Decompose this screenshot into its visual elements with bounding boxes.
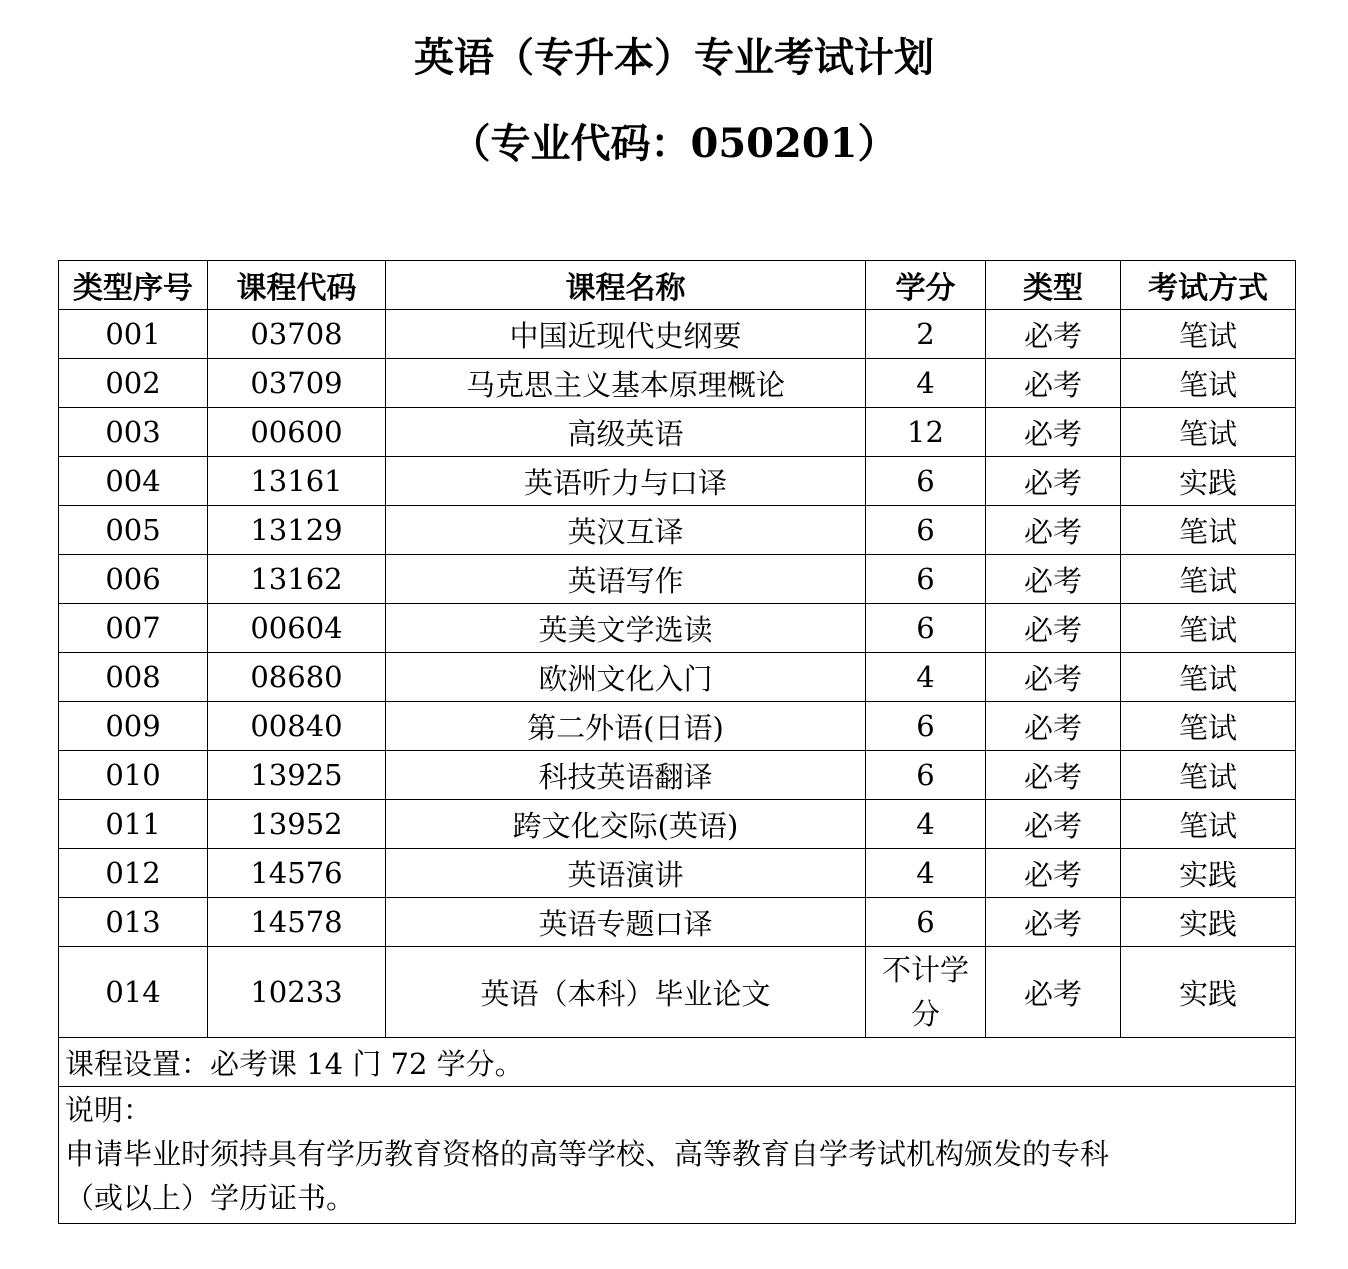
cell-type: 必考 — [986, 898, 1121, 947]
cell-type: 必考 — [986, 702, 1121, 751]
cell-type: 必考 — [986, 751, 1121, 800]
table-row — [59, 947, 1296, 1038]
cell-name: 英语专题口译 — [386, 898, 866, 947]
cell-seq: 011 — [59, 800, 208, 849]
table-row — [59, 408, 1296, 457]
cell-exam: 笔试 — [1121, 800, 1296, 849]
cell-seq: 012 — [59, 849, 208, 898]
cell-code: 00600 — [208, 408, 386, 457]
header-type: 类型 — [986, 261, 1121, 310]
cell-seq: 009 — [59, 702, 208, 751]
cell-code: 10233 — [208, 947, 386, 1038]
cell-name: 科技英语翻译 — [386, 751, 866, 800]
cell-exam: 笔试 — [1121, 604, 1296, 653]
cell-seq: 007 — [59, 604, 208, 653]
cell-credits: 6 — [866, 702, 986, 751]
cell-exam: 实践 — [1121, 947, 1296, 1038]
cell-code: 13161 — [208, 457, 386, 506]
cell-credits: 6 — [866, 898, 986, 947]
notes-line-2: （或以上）学历证书。 — [65, 1181, 356, 1215]
cell-credits: 不计学分 — [866, 947, 986, 1038]
cell-name: 高级英语 — [386, 408, 866, 457]
cell-code: 13129 — [208, 506, 386, 555]
cell-name: 英语演讲 — [386, 849, 866, 898]
header-exam: 考试方式 — [1121, 261, 1296, 310]
cell-type: 必考 — [986, 310, 1121, 359]
cell-credits: 6 — [866, 506, 986, 555]
table-header-row — [59, 261, 1296, 310]
notes-row — [59, 1087, 1296, 1224]
exam-plan-table — [58, 260, 1296, 1224]
cell-type: 必考 — [986, 506, 1121, 555]
cell-seq: 001 — [59, 310, 208, 359]
notes-label: 说明： — [65, 1093, 153, 1127]
cell-credits: 12 — [866, 408, 986, 457]
cell-seq: 008 — [59, 653, 208, 702]
cell-credits: 6 — [866, 457, 986, 506]
cell-credits: 6 — [866, 555, 986, 604]
cell-code: 00604 — [208, 604, 386, 653]
cell-exam: 笔试 — [1121, 359, 1296, 408]
cell-exam: 实践 — [1121, 849, 1296, 898]
table-row — [59, 702, 1296, 751]
table-row — [59, 457, 1296, 506]
cell-exam: 笔试 — [1121, 702, 1296, 751]
page-title: 英语（专升本）专业考试计划 — [414, 34, 934, 81]
major-code-subtitle: （专业代码：050201） — [450, 120, 898, 167]
course-setting-summary: 课程设置：必考课 14 门 72 学分。 — [59, 1038, 1296, 1087]
cell-code: 14578 — [208, 898, 386, 947]
cell-name: 第二外语(日语) — [386, 702, 866, 751]
table-row — [59, 604, 1296, 653]
cell-name: 欧洲文化入门 — [386, 653, 866, 702]
table-row — [59, 555, 1296, 604]
cell-type: 必考 — [986, 359, 1121, 408]
notes-cell — [59, 1087, 1296, 1224]
cell-credits: 6 — [866, 751, 986, 800]
table-row — [59, 800, 1296, 849]
cell-code: 13952 — [208, 800, 386, 849]
cell-seq: 006 — [59, 555, 208, 604]
course-setting-row — [59, 1038, 1296, 1087]
cell-seq: 004 — [59, 457, 208, 506]
cell-exam: 笔试 — [1121, 310, 1296, 359]
cell-code: 13925 — [208, 751, 386, 800]
table-row — [59, 653, 1296, 702]
cell-credits: 4 — [866, 849, 986, 898]
cell-seq: 013 — [59, 898, 208, 947]
notes-line-1: 申请毕业时须持具有学历教育资格的高等学校、高等教育自学考试机构颁发的专科 — [65, 1137, 1110, 1171]
cell-code: 03708 — [208, 310, 386, 359]
cell-code: 03709 — [208, 359, 386, 408]
header-seq: 类型序号 — [59, 261, 208, 310]
cell-type: 必考 — [986, 408, 1121, 457]
cell-exam: 实践 — [1121, 457, 1296, 506]
cell-type: 必考 — [986, 849, 1121, 898]
cell-credits: 4 — [866, 800, 986, 849]
cell-credits: 4 — [866, 359, 986, 408]
header-credits: 学分 — [866, 261, 986, 310]
cell-exam: 笔试 — [1121, 506, 1296, 555]
cell-name: 中国近现代史纲要 — [386, 310, 866, 359]
cell-exam: 笔试 — [1121, 555, 1296, 604]
cell-exam: 笔试 — [1121, 408, 1296, 457]
table-row — [59, 751, 1296, 800]
cell-name: 跨文化交际(英语) — [386, 800, 866, 849]
table-row — [59, 310, 1296, 359]
cell-seq: 005 — [59, 506, 208, 555]
cell-exam: 笔试 — [1121, 751, 1296, 800]
cell-seq: 002 — [59, 359, 208, 408]
header-code: 课程代码 — [208, 261, 386, 310]
cell-credits: 6 — [866, 604, 986, 653]
cell-name: 英语写作 — [386, 555, 866, 604]
cell-type: 必考 — [986, 457, 1121, 506]
cell-code: 08680 — [208, 653, 386, 702]
table-row — [59, 849, 1296, 898]
table-row — [59, 359, 1296, 408]
cell-type: 必考 — [986, 604, 1121, 653]
cell-code: 14576 — [208, 849, 386, 898]
cell-credits: 4 — [866, 653, 986, 702]
cell-exam: 实践 — [1121, 898, 1296, 947]
cell-code: 13162 — [208, 555, 386, 604]
cell-type: 必考 — [986, 653, 1121, 702]
cell-type: 必考 — [986, 947, 1121, 1038]
cell-type: 必考 — [986, 555, 1121, 604]
cell-exam: 笔试 — [1121, 653, 1296, 702]
cell-name: 英汉互译 — [386, 506, 866, 555]
cell-type: 必考 — [986, 800, 1121, 849]
cell-credits: 2 — [866, 310, 986, 359]
cell-name: 马克思主义基本原理概论 — [386, 359, 866, 408]
header-name: 课程名称 — [386, 261, 866, 310]
cell-name: 英美文学选读 — [386, 604, 866, 653]
table-row — [59, 898, 1296, 947]
cell-seq: 014 — [59, 947, 208, 1038]
cell-seq: 003 — [59, 408, 208, 457]
cell-name: 英语（本科）毕业论文 — [386, 947, 866, 1038]
cell-name: 英语听力与口译 — [386, 457, 866, 506]
cell-code: 00840 — [208, 702, 386, 751]
table-row — [59, 506, 1296, 555]
cell-seq: 010 — [59, 751, 208, 800]
